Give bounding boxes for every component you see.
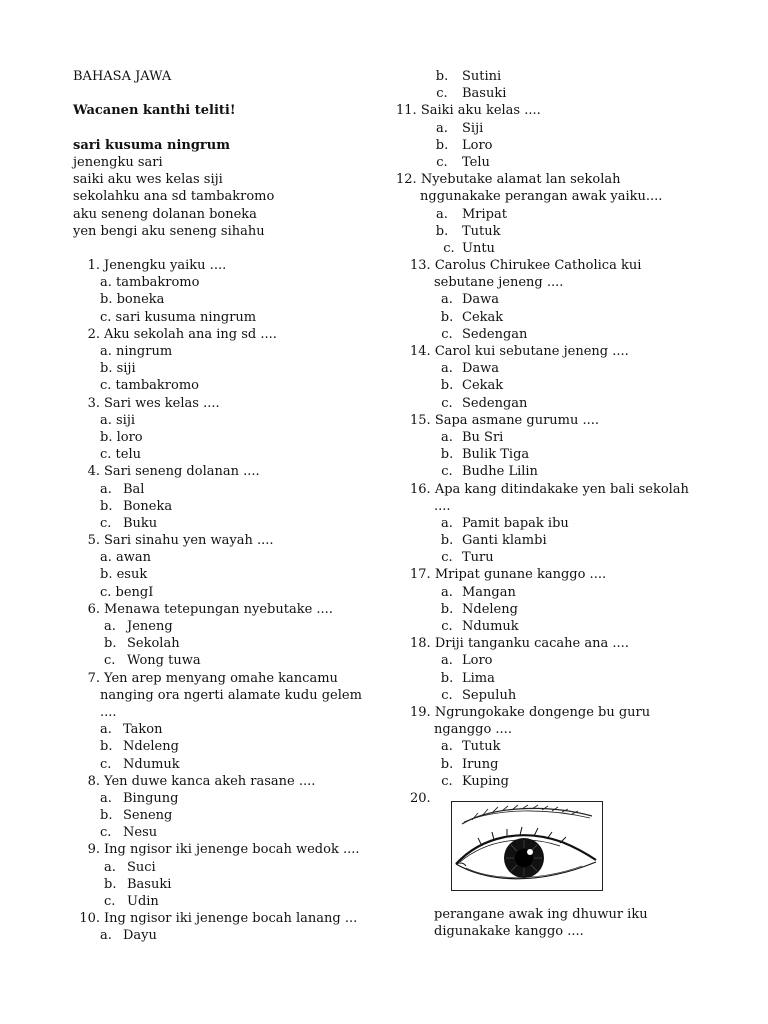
instruction: Wacanen kanthi teliti! (73, 103, 236, 119)
right-column (396, 68, 706, 807)
option (396, 601, 706, 618)
option-letter: a. (436, 120, 448, 136)
option-text: Seneng (123, 808, 173, 824)
option: a. tambakromo (100, 275, 200, 291)
option-text: Takon (123, 722, 163, 738)
option (396, 670, 706, 687)
question-text: Yen duwe kanca akeh rasane .... (104, 773, 316, 789)
option-text: Loro (462, 653, 493, 669)
option-text: Sekolah (127, 636, 180, 652)
option (73, 515, 373, 532)
question-text: Sari seneng dolanan .... (104, 464, 260, 480)
question-number: 9. (87, 842, 100, 858)
question-text: Jenengku yaiku .... (104, 258, 227, 274)
option-text: Sedengan (462, 395, 528, 411)
question-text: nanging ora ngerti alamate kudu gelem (100, 687, 362, 703)
option-letter: b. (440, 670, 454, 686)
option-letter: c. (441, 395, 453, 411)
reading-line: yen bengi aku seneng sihahu (73, 223, 265, 239)
option (73, 824, 373, 841)
eye-icon (452, 802, 602, 890)
question-text: .... (100, 704, 117, 720)
question-text: Mripat gunane kanggo .... (434, 567, 607, 583)
option (73, 807, 373, 824)
option (396, 687, 706, 704)
option (73, 618, 373, 635)
option-letter: a. (104, 859, 116, 875)
option-letter: c. (441, 773, 453, 789)
option: c. bengI (100, 584, 154, 600)
option-text: Sepuluh (462, 687, 517, 703)
option-text: Cekak (462, 378, 504, 394)
subject-title: BAHASA JAWA (73, 69, 172, 84)
option-letter: b. (440, 378, 454, 394)
option-text: Suci (127, 859, 156, 875)
option (396, 68, 706, 85)
option-text: Jeneng (127, 619, 173, 634)
option-letter: a. (100, 481, 112, 497)
question-3 (73, 395, 373, 464)
option-letter: c. (100, 756, 112, 772)
option (73, 498, 373, 515)
question-10-continued (396, 68, 706, 102)
question-1 (73, 257, 373, 326)
question-16 (396, 481, 706, 567)
option-letter: b. (440, 447, 454, 463)
option-text: Ndeleng (462, 601, 518, 617)
option-letter: b. (100, 739, 113, 755)
question-14 (396, 343, 706, 412)
question-text: Ing ngisor iki jenenge bocah wedok .... (104, 842, 360, 858)
option-letter: a. (441, 739, 453, 755)
question-number: 14. (410, 344, 431, 359)
option-letter: c. (441, 687, 453, 703)
question-18 (396, 635, 706, 704)
option-letter: a. (441, 515, 453, 531)
option-text: Untu (462, 240, 495, 256)
question-text: nganggo .... (434, 722, 512, 738)
option: c. sari kusuma ningrum (100, 309, 257, 325)
reading-text (73, 154, 373, 240)
option-letter: b. (440, 309, 454, 325)
option-letter: b. (435, 137, 449, 153)
option: a. ningrum (100, 344, 173, 359)
option-text: Udin (127, 894, 159, 909)
option-letter: a. (100, 790, 112, 806)
question-text: Apa kang ditindakake yen bali sekolah (434, 481, 689, 497)
reading-name: sari kusuma ningrum (73, 137, 230, 153)
option-text: Kuping (462, 773, 509, 789)
option-letter: b. (100, 808, 113, 824)
question-number: 17. (410, 567, 431, 583)
option (396, 377, 706, 394)
question-7 (73, 670, 373, 773)
question-13 (396, 257, 706, 343)
option (396, 738, 706, 755)
option: a. awan (100, 550, 152, 566)
option: c. tambakromo (100, 378, 199, 394)
option (396, 429, 706, 446)
option-text: Buku (123, 515, 158, 531)
option-text: Basuki (462, 86, 507, 102)
option-letter: b. (440, 756, 454, 772)
option (396, 773, 706, 790)
question-5 (73, 532, 373, 601)
question-text: Saiki aku kelas .... (420, 103, 541, 119)
option-text: Bulik Tiga (462, 447, 530, 463)
option-text: Siji (462, 120, 484, 136)
question-number: 13. (410, 258, 431, 274)
reading-line: sekolahku ana sd tambakromo (73, 189, 275, 205)
option: c. telu (100, 447, 141, 463)
option-letter: c. (104, 653, 116, 669)
left-column (73, 68, 373, 945)
question-number: 1. (87, 258, 100, 274)
option (396, 652, 706, 669)
option-text: Mripat (462, 206, 507, 222)
option-letter: a. (441, 361, 453, 377)
question-19 (396, 704, 706, 790)
option-text: Nesu (123, 825, 158, 841)
option-text: Mangan (462, 584, 516, 600)
question-17 (396, 566, 706, 635)
option-letter: a. (100, 722, 112, 738)
question-number: 5. (87, 533, 100, 549)
question-text: Sari wes kelas .... (104, 395, 220, 411)
option-letter: b. (435, 223, 449, 239)
option (396, 446, 706, 463)
question-number: 3. (87, 395, 100, 411)
option: b. esuk (100, 567, 148, 583)
question-4 (73, 463, 373, 532)
option-letter: a. (100, 928, 112, 944)
question-15 (396, 412, 706, 481)
option (396, 120, 706, 137)
option-letter: c. (443, 240, 455, 256)
question-10 (73, 910, 373, 944)
question-text: Ing ngisor iki jenenge bocah lanang ... (104, 911, 358, 927)
reading-line: aku seneng dolanan boneka (73, 206, 257, 222)
option (396, 154, 706, 171)
question-text: Sari sinahu yen wayah .... (104, 533, 274, 549)
option: b. boneka (100, 292, 165, 308)
question-8 (73, 773, 373, 842)
eye-picture (451, 801, 603, 891)
option-letter: b. (440, 601, 454, 617)
question-number: 2. (87, 326, 100, 342)
option (73, 893, 373, 910)
option-text: Tutuk (462, 223, 501, 239)
option (73, 635, 373, 652)
question-20-text (434, 906, 734, 940)
option (396, 291, 706, 308)
option (396, 223, 706, 240)
question-number: 19. (410, 704, 431, 720)
question-number: 4. (87, 464, 100, 480)
option-letter: a. (441, 584, 453, 600)
question-text: Driji tanganku cacahe ana .... (434, 636, 629, 652)
option: b. loro (100, 429, 143, 445)
option-text: Ndumuk (462, 619, 519, 634)
question-number: 10. (79, 911, 100, 927)
option-letter: a. (104, 619, 116, 634)
option (396, 309, 706, 326)
option-letter: c. (104, 894, 116, 909)
option (73, 876, 373, 893)
option-text: Turu (462, 550, 494, 566)
option (396, 549, 706, 566)
option (396, 326, 706, 343)
option (73, 652, 373, 669)
question-number: 16. (410, 481, 431, 497)
option-text: Ganti klambi (462, 533, 547, 549)
option-letter: c. (441, 326, 453, 342)
option (396, 515, 706, 532)
option-letter: a. (441, 292, 453, 308)
option-text: Sutini (462, 69, 502, 84)
question-20-number: 20. (410, 790, 431, 806)
option (396, 532, 706, 549)
option-text: Budhe Lilin (462, 464, 538, 480)
question-12 (396, 171, 706, 257)
option-text: Bal (123, 481, 145, 497)
option-letter: c. (441, 619, 453, 634)
option-letter: c. (100, 825, 112, 841)
question-text: Carolus Chirukee Catholica kui (434, 258, 642, 274)
question-text: Sapa asmane gurumu .... (434, 412, 600, 428)
option: b. siji (100, 361, 136, 377)
option-letter: a. (441, 653, 453, 669)
option-letter: b. (104, 636, 117, 652)
option (396, 85, 706, 102)
option (396, 756, 706, 773)
question-2 (73, 326, 373, 395)
option-text: Ndeleng (123, 739, 179, 755)
option (73, 790, 373, 807)
option-text: Dawa (462, 292, 500, 308)
option-text: Telu (462, 154, 490, 170)
question-9 (73, 841, 373, 910)
option-text: Bingung (123, 790, 179, 806)
question-number: 15. (410, 412, 431, 428)
option-text: Dayu (123, 928, 157, 944)
option-text: Bu Sri (462, 429, 504, 445)
option (396, 206, 706, 223)
option-letter: b. (104, 876, 117, 892)
option (73, 859, 373, 876)
option-letter: c. (100, 515, 112, 531)
question-11 (396, 102, 706, 171)
option (73, 721, 373, 738)
question-text: sebutane jeneng .... (434, 275, 564, 291)
option-letter: b. (440, 533, 454, 549)
option (396, 584, 706, 601)
option-letter: c. (436, 154, 448, 170)
option-text: Loro (462, 137, 493, 153)
option (396, 618, 706, 635)
question-text: Ngrungokake dongenge bu guru (434, 704, 651, 720)
option: a. siji (100, 412, 136, 428)
option (396, 463, 706, 480)
question-text: digunakake kanggo .... (434, 924, 584, 940)
option (73, 927, 373, 944)
question-text: Aku sekolah ana ing sd .... (104, 326, 277, 342)
option (73, 481, 373, 498)
question-number: 18. (410, 636, 431, 652)
option (73, 756, 373, 773)
question-text: Carol kui sebutane jeneng .... (434, 344, 629, 359)
option-text: Lima (462, 670, 495, 686)
option-letter: a. (441, 429, 453, 445)
option (396, 360, 706, 377)
option-text: Wong tuwa (127, 653, 201, 669)
option-letter: a. (436, 206, 448, 222)
option-text: Boneka (123, 498, 173, 514)
option-letter: b. (100, 498, 113, 514)
option-text: Sedengan (462, 326, 528, 342)
option (73, 738, 373, 755)
question-text: Menawa tetepungan nyebutake .... (104, 601, 333, 617)
reading-line: saiki aku wes kelas siji (73, 172, 223, 188)
question-number: 7. (87, 670, 100, 686)
option-letter: c. (441, 550, 453, 566)
option-text: Pamit bapak ibu (462, 515, 569, 531)
option-text: Ndumuk (123, 756, 180, 772)
question-number: 11. (396, 103, 417, 119)
option (396, 137, 706, 154)
option (396, 395, 706, 412)
question-text: nggunakake perangan awak yaiku.... (420, 189, 663, 205)
question-number: 12. (396, 172, 417, 188)
question-text: .... (434, 498, 451, 514)
question-text: Yen arep menyang omahe kancamu (104, 670, 338, 686)
question-text: Nyebutake alamat lan sekolah (420, 172, 621, 188)
option-text: Irung (462, 756, 499, 772)
option-text: Basuki (127, 876, 172, 892)
option-letter: c. (441, 464, 453, 480)
reading-line: jenengku sari (73, 154, 163, 170)
option-text: Dawa (462, 361, 500, 377)
question-number: 6. (87, 601, 100, 617)
option-letter: c. (436, 86, 448, 102)
question-6 (73, 601, 373, 670)
question-text: perangane awak ing dhuwur iku (434, 907, 648, 922)
option-text: Cekak (462, 309, 504, 325)
option-letter: b. (435, 69, 449, 84)
question-number: 8. (87, 773, 100, 789)
option-text: Tutuk (462, 739, 501, 755)
option (396, 240, 706, 257)
